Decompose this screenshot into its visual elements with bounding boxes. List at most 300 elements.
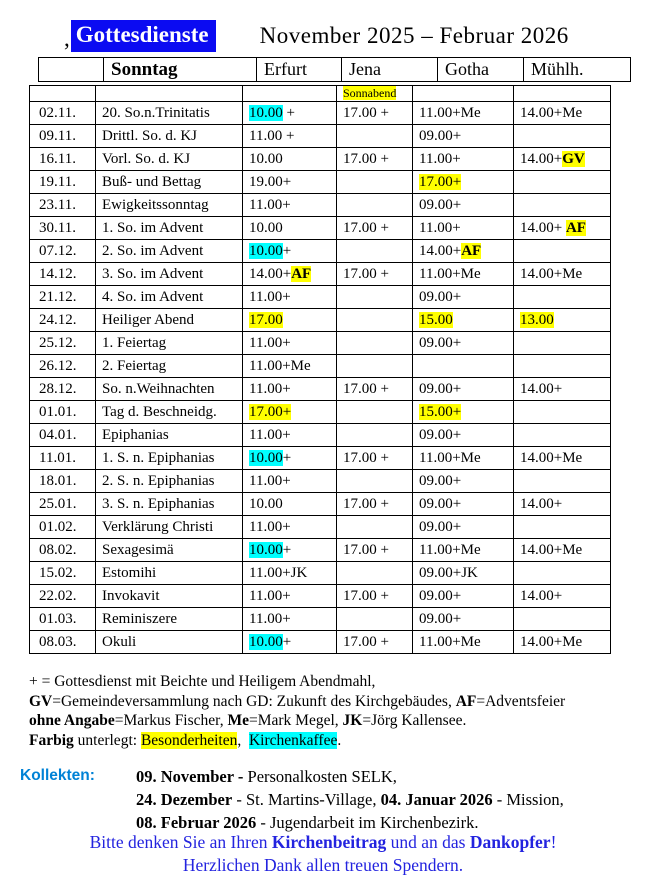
header-cell-muehlh: Mühlh. bbox=[523, 57, 631, 82]
sonnabend-label: Sonnabend bbox=[343, 86, 397, 100]
empty-cell bbox=[514, 86, 611, 102]
legend-line bbox=[29, 711, 565, 731]
text-segment: Herzlichen Dank allen treuen Spendern. bbox=[182, 855, 464, 875]
text-segment: 11.00+ bbox=[419, 150, 461, 167]
appeal-line bbox=[0, 831, 646, 854]
text-segment: 09.00+ bbox=[419, 288, 462, 305]
erfurt-time-cell bbox=[243, 102, 337, 125]
service-name-cell: 3. So. im Advent bbox=[96, 263, 243, 286]
date-cell: 16.11. bbox=[30, 148, 96, 171]
date-cell: 02.11. bbox=[30, 102, 96, 125]
gotha-time-cell bbox=[413, 125, 514, 148]
erfurt-time-cell bbox=[243, 125, 337, 148]
gotha-time-cell bbox=[413, 447, 514, 470]
text-segment: 08. Februar 2026 bbox=[136, 813, 257, 832]
table-row bbox=[30, 217, 611, 240]
jena-time-cell bbox=[337, 539, 413, 562]
text-segment: + = Gottesdienst mit Beichte und Heiligem Abendmahl, bbox=[29, 673, 376, 690]
page-title: Gottesdienste bbox=[71, 20, 216, 52]
text-segment: unterlegt: bbox=[73, 731, 141, 749]
erfurt-time-cell bbox=[243, 424, 337, 447]
muehlh-time-cell bbox=[514, 286, 611, 309]
jena-time-cell bbox=[337, 631, 413, 654]
gotha-time-cell bbox=[413, 470, 514, 493]
text-segment: 17.00 bbox=[249, 311, 283, 328]
table-row bbox=[30, 539, 611, 562]
text-segment: Farbig bbox=[29, 731, 74, 749]
service-name-cell: Invokavit bbox=[96, 585, 243, 608]
text-segment: 10.00 bbox=[249, 242, 283, 259]
table-row bbox=[30, 355, 611, 378]
text-segment: 04. Januar 2026 bbox=[380, 790, 493, 809]
table-row bbox=[30, 493, 611, 516]
text-segment: 17.00 + bbox=[343, 104, 389, 121]
jena-time-cell bbox=[337, 516, 413, 539]
service-name-cell: Epiphanias bbox=[96, 424, 243, 447]
kollekten-section bbox=[20, 765, 564, 834]
table-row bbox=[30, 447, 611, 470]
service-table bbox=[29, 85, 611, 654]
muehlh-time-cell bbox=[514, 355, 611, 378]
erfurt-time-cell bbox=[243, 171, 337, 194]
date-cell: 24.12. bbox=[30, 309, 96, 332]
service-name-cell: 2. S. n. Epiphanias bbox=[96, 470, 243, 493]
service-name-cell: 2. So. im Advent bbox=[96, 240, 243, 263]
service-name-cell: Sexagesimä bbox=[96, 539, 243, 562]
erfurt-time-cell bbox=[243, 493, 337, 516]
jena-time-cell bbox=[337, 424, 413, 447]
text-segment: 14.00+ bbox=[520, 219, 566, 236]
text-segment: - Mission, bbox=[492, 790, 564, 809]
text-segment: 17.00+ bbox=[249, 403, 292, 420]
text-segment: 17.00 + bbox=[343, 495, 389, 512]
gotha-time-cell bbox=[413, 240, 514, 263]
text-segment: 09.00+ bbox=[419, 495, 462, 512]
gotha-time-cell bbox=[413, 378, 514, 401]
text-segment: 14.00+Me bbox=[520, 449, 583, 466]
erfurt-time-cell bbox=[243, 309, 337, 332]
text-segment: - Jugendarbeit im Kirchenbezirk. bbox=[256, 813, 479, 832]
text-segment: + bbox=[282, 541, 292, 558]
gotha-time-cell bbox=[413, 263, 514, 286]
service-name-cell: So. n.Weihnachten bbox=[96, 378, 243, 401]
text-segment: 14.00+ bbox=[419, 242, 462, 259]
kollekten-line bbox=[136, 788, 564, 811]
muehlh-time-cell bbox=[514, 125, 611, 148]
text-segment: 10.00 bbox=[249, 219, 283, 236]
text-segment: 09.00+ bbox=[419, 587, 462, 604]
text-segment: 17.00+ bbox=[419, 173, 462, 190]
legend-line bbox=[29, 731, 565, 751]
text-segment: 17.00 + bbox=[343, 541, 389, 558]
text-segment: und an das bbox=[386, 832, 470, 852]
jena-time-cell bbox=[337, 286, 413, 309]
table-row bbox=[30, 401, 611, 424]
legend-line bbox=[29, 672, 565, 692]
service-name-cell: Estomihi bbox=[96, 562, 243, 585]
title-period: November 2025 – Februar 2026 bbox=[259, 23, 569, 48]
gotha-time-cell bbox=[413, 102, 514, 125]
table-row bbox=[30, 631, 611, 654]
gotha-time-cell bbox=[413, 562, 514, 585]
text-segment: 24. Dezember bbox=[136, 790, 233, 809]
appeal-line bbox=[0, 854, 646, 877]
jena-time-cell bbox=[337, 194, 413, 217]
text-segment: 09.00+ bbox=[419, 380, 462, 397]
text-segment: 11.00+Me bbox=[419, 541, 481, 558]
service-name-cell: 1. S. n. Epiphanias bbox=[96, 447, 243, 470]
text-segment: 10.00 bbox=[249, 150, 283, 167]
date-cell: 25.01. bbox=[30, 493, 96, 516]
text-segment: 11.00+Me bbox=[419, 104, 481, 121]
service-name-cell: Drittl. So. d. KJ bbox=[96, 125, 243, 148]
header-cell-erfurt: Erfurt bbox=[256, 57, 342, 82]
table-row bbox=[30, 286, 611, 309]
date-cell: 19.11. bbox=[30, 171, 96, 194]
jena-time-cell bbox=[337, 332, 413, 355]
date-cell: 25.12. bbox=[30, 332, 96, 355]
text-segment: 14.00+Me bbox=[520, 633, 583, 650]
service-name-cell: Vorl. So. d. KJ bbox=[96, 148, 243, 171]
service-name-cell: 20. So.n.Trinitatis bbox=[96, 102, 243, 125]
table-row bbox=[30, 585, 611, 608]
gotha-time-cell bbox=[413, 539, 514, 562]
text-segment: , bbox=[237, 731, 249, 749]
date-cell: 28.12. bbox=[30, 378, 96, 401]
text-segment: Besonderheiten bbox=[140, 731, 238, 749]
text-segment: 11.00+ bbox=[249, 380, 291, 397]
erfurt-time-cell bbox=[243, 470, 337, 493]
table-row bbox=[30, 125, 611, 148]
text-segment: 09.00+ bbox=[419, 334, 462, 351]
jena-time-cell bbox=[337, 470, 413, 493]
text-segment: Me bbox=[227, 712, 249, 729]
date-cell: 18.01. bbox=[30, 470, 96, 493]
empty-cell bbox=[413, 86, 514, 102]
service-name-cell: Okuli bbox=[96, 631, 243, 654]
erfurt-time-cell bbox=[243, 332, 337, 355]
service-name-cell: Heiliger Abend bbox=[96, 309, 243, 332]
text-segment: 10.00 bbox=[249, 495, 283, 512]
erfurt-time-cell bbox=[243, 562, 337, 585]
date-cell: 08.02. bbox=[30, 539, 96, 562]
text-segment: 11.00+ bbox=[249, 196, 291, 213]
table-row bbox=[30, 516, 611, 539]
service-name-cell: Tag d. Beschneidg. bbox=[96, 401, 243, 424]
gotha-time-cell bbox=[413, 332, 514, 355]
gotha-time-cell bbox=[413, 355, 514, 378]
table-row bbox=[30, 470, 611, 493]
gotha-time-cell bbox=[413, 148, 514, 171]
date-cell: 08.03. bbox=[30, 631, 96, 654]
muehlh-time-cell bbox=[514, 194, 611, 217]
jena-time-cell bbox=[337, 217, 413, 240]
erfurt-time-cell bbox=[243, 217, 337, 240]
muehlh-time-cell bbox=[514, 493, 611, 516]
text-segment: 11.00+Me bbox=[419, 449, 481, 466]
gotha-time-cell bbox=[413, 401, 514, 424]
text-segment: Kirchenbeitrag bbox=[271, 832, 387, 852]
jena-time-cell bbox=[337, 102, 413, 125]
jena-time-cell bbox=[337, 562, 413, 585]
text-segment: Bitte denken Sie an Ihren bbox=[89, 832, 272, 852]
date-cell: 04.01. bbox=[30, 424, 96, 447]
text-segment: 14.00+ bbox=[520, 380, 563, 397]
jena-time-cell bbox=[337, 493, 413, 516]
date-cell: 23.11. bbox=[30, 194, 96, 217]
erfurt-time-cell bbox=[243, 516, 337, 539]
erfurt-time-cell bbox=[243, 148, 337, 171]
date-cell: 01.03. bbox=[30, 608, 96, 631]
empty-cell bbox=[30, 86, 96, 102]
text-segment: 09.00+ bbox=[419, 127, 462, 144]
text-segment: . bbox=[337, 731, 342, 749]
table-row bbox=[30, 562, 611, 585]
erfurt-time-cell bbox=[243, 286, 337, 309]
gotha-time-cell bbox=[413, 217, 514, 240]
sonnabend-cell bbox=[337, 86, 413, 102]
table-row bbox=[30, 148, 611, 171]
text-segment: AF bbox=[291, 265, 312, 282]
table-row bbox=[30, 102, 611, 125]
jena-time-cell bbox=[337, 401, 413, 424]
gotha-time-cell bbox=[413, 493, 514, 516]
muehlh-time-cell bbox=[514, 240, 611, 263]
text-segment: 15.00+ bbox=[419, 403, 462, 420]
text-segment: 13.00 bbox=[520, 311, 554, 328]
table-row bbox=[30, 608, 611, 631]
muehlh-time-cell bbox=[514, 539, 611, 562]
muehlh-time-cell bbox=[514, 332, 611, 355]
muehlh-time-cell bbox=[514, 447, 611, 470]
gotha-time-cell bbox=[413, 585, 514, 608]
table-row bbox=[30, 378, 611, 401]
header-cell-empty bbox=[38, 57, 104, 82]
muehlh-time-cell bbox=[514, 309, 611, 332]
text-segment: 14.00+ bbox=[520, 587, 563, 604]
text-segment: 11.00+JK bbox=[249, 564, 308, 581]
text-segment: 14.00+ bbox=[520, 495, 563, 512]
text-segment: GV bbox=[29, 692, 53, 710]
text-segment: 17.00 + bbox=[343, 265, 389, 282]
text-segment: 11.00+ bbox=[249, 587, 291, 604]
muehlh-time-cell bbox=[514, 631, 611, 654]
date-cell: 15.02. bbox=[30, 562, 96, 585]
service-name-cell: Buß- und Bettag bbox=[96, 171, 243, 194]
text-segment: + bbox=[282, 633, 292, 650]
text-segment: 11.00+ bbox=[249, 518, 291, 535]
appeal-section bbox=[0, 831, 646, 877]
muehlh-time-cell bbox=[514, 263, 611, 286]
text-segment: 09.00+ bbox=[419, 196, 462, 213]
jena-time-cell bbox=[337, 125, 413, 148]
text-segment: 14.00+Me bbox=[520, 265, 583, 282]
text-segment: AF bbox=[565, 219, 586, 236]
text-segment: 10.00 bbox=[249, 633, 283, 650]
text-segment: Kirchenkaffee bbox=[248, 731, 338, 749]
text-segment: 10.00 bbox=[249, 449, 283, 466]
jena-time-cell bbox=[337, 355, 413, 378]
service-name-cell: 3. S. n. Epiphanias bbox=[96, 493, 243, 516]
text-segment: 14.00+ bbox=[249, 265, 292, 282]
header-cell-gotha: Gotha bbox=[437, 57, 524, 82]
text-segment: 17.00 + bbox=[343, 587, 389, 604]
text-segment: =Markus Fischer, bbox=[114, 712, 228, 729]
text-segment: =Adventsfeier bbox=[476, 692, 566, 710]
table-row bbox=[30, 332, 611, 355]
date-cell: 07.12. bbox=[30, 240, 96, 263]
date-cell: 09.11. bbox=[30, 125, 96, 148]
erfurt-time-cell bbox=[243, 378, 337, 401]
date-cell: 14.12. bbox=[30, 263, 96, 286]
jena-time-cell bbox=[337, 585, 413, 608]
text-segment: 14.00+Me bbox=[520, 104, 583, 121]
table-row bbox=[30, 171, 611, 194]
text-segment: 11.00 + bbox=[249, 127, 295, 144]
table-row bbox=[30, 424, 611, 447]
title-comma: , bbox=[64, 26, 70, 51]
jena-time-cell bbox=[337, 378, 413, 401]
muehlh-time-cell bbox=[514, 585, 611, 608]
empty-cell bbox=[96, 86, 243, 102]
gotha-time-cell bbox=[413, 286, 514, 309]
muehlh-time-cell bbox=[514, 562, 611, 585]
gotha-time-cell bbox=[413, 309, 514, 332]
date-cell: 30.11. bbox=[30, 217, 96, 240]
kollekten-label: Kollekten: bbox=[20, 767, 95, 784]
text-segment: ohne Angabe bbox=[29, 712, 115, 729]
text-segment: 11.00+ bbox=[249, 334, 291, 351]
table-header-row bbox=[38, 57, 631, 82]
erfurt-time-cell bbox=[243, 631, 337, 654]
jena-time-cell bbox=[337, 240, 413, 263]
muehlh-time-cell bbox=[514, 217, 611, 240]
text-segment: 17.00 + bbox=[343, 219, 389, 236]
text-segment: 10.00 bbox=[249, 541, 283, 558]
erfurt-time-cell bbox=[243, 539, 337, 562]
service-name-cell: 1. So. im Advent bbox=[96, 217, 243, 240]
text-segment: 11.00+ bbox=[249, 610, 291, 627]
date-cell: 11.01. bbox=[30, 447, 96, 470]
jena-time-cell bbox=[337, 309, 413, 332]
text-segment: 11.00+ bbox=[419, 219, 461, 236]
erfurt-time-cell bbox=[243, 585, 337, 608]
table-row bbox=[30, 263, 611, 286]
text-segment: 17.00 + bbox=[343, 380, 389, 397]
text-segment: 09.00+ bbox=[419, 426, 462, 443]
text-segment: Personalkosten SELK, bbox=[243, 767, 397, 786]
text-segment: 09.00+ bbox=[419, 472, 462, 489]
muehlh-time-cell bbox=[514, 608, 611, 631]
date-cell: 01.02. bbox=[30, 516, 96, 539]
text-segment: 15.00 bbox=[419, 311, 453, 328]
service-name-cell: Reminiszere bbox=[96, 608, 243, 631]
text-segment: GV bbox=[562, 150, 585, 167]
text-segment: AF bbox=[455, 692, 477, 710]
service-name-cell: 2. Feiertag bbox=[96, 355, 243, 378]
text-segment: 11.00+ bbox=[249, 426, 291, 443]
erfurt-time-cell bbox=[243, 355, 337, 378]
service-name-cell: 4. So. im Advent bbox=[96, 286, 243, 309]
gotha-time-cell bbox=[413, 171, 514, 194]
text-segment: + bbox=[282, 449, 292, 466]
service-table-body bbox=[30, 86, 611, 654]
jena-time-cell bbox=[337, 447, 413, 470]
text-segment: =Jörg Kallensee. bbox=[362, 712, 467, 729]
text-segment: 11.00+Me bbox=[419, 265, 481, 282]
text-segment: 17.00 + bbox=[343, 150, 389, 167]
kollekten-lines bbox=[136, 765, 564, 834]
text-segment: AF bbox=[461, 242, 482, 259]
jena-time-cell bbox=[337, 148, 413, 171]
gotha-time-cell bbox=[413, 424, 514, 447]
muehlh-time-cell bbox=[514, 401, 611, 424]
muehlh-time-cell bbox=[514, 516, 611, 539]
text-segment: JK bbox=[342, 712, 363, 729]
text-segment: 09. November - bbox=[136, 767, 244, 786]
text-segment: 14.00+ bbox=[520, 150, 563, 167]
muehlh-time-cell bbox=[514, 470, 611, 493]
erfurt-time-cell bbox=[243, 240, 337, 263]
text-segment: 09.00+ bbox=[419, 610, 462, 627]
muehlh-time-cell bbox=[514, 102, 611, 125]
text-segment: 11.00+ bbox=[249, 472, 291, 489]
text-segment: =Gemeindeversammlung nach GD: Zukunft des Kirchgebäudes, bbox=[52, 692, 456, 710]
text-segment: + bbox=[282, 104, 295, 121]
service-name-cell: 1. Feiertag bbox=[96, 332, 243, 355]
jena-time-cell bbox=[337, 263, 413, 286]
legend-line bbox=[29, 692, 565, 712]
service-name-cell: Verklärung Christi bbox=[96, 516, 243, 539]
muehlh-time-cell bbox=[514, 378, 611, 401]
header-cell-sonntag: Sonntag bbox=[103, 57, 257, 82]
date-cell: 01.01. bbox=[30, 401, 96, 424]
date-cell: 26.12. bbox=[30, 355, 96, 378]
text-segment: 11.00+Me bbox=[249, 357, 311, 374]
text-segment: 09.00+JK bbox=[419, 564, 478, 581]
gotha-time-cell bbox=[413, 608, 514, 631]
service-name-cell: Ewigkeitssonntag bbox=[96, 194, 243, 217]
kollekten-line bbox=[136, 765, 564, 788]
table-row bbox=[30, 194, 611, 217]
muehlh-time-cell bbox=[514, 424, 611, 447]
erfurt-time-cell bbox=[243, 447, 337, 470]
erfurt-time-cell bbox=[243, 401, 337, 424]
erfurt-time-cell bbox=[243, 194, 337, 217]
text-segment: + bbox=[282, 242, 292, 259]
title-line bbox=[64, 20, 569, 52]
text-segment: 14.00+Me bbox=[520, 541, 583, 558]
erfurt-time-cell bbox=[243, 263, 337, 286]
empty-cell bbox=[243, 86, 337, 102]
text-segment: ! bbox=[550, 832, 557, 852]
table-row bbox=[30, 309, 611, 332]
date-cell: 22.02. bbox=[30, 585, 96, 608]
text-segment: 09.00+ bbox=[419, 518, 462, 535]
muehlh-time-cell bbox=[514, 171, 611, 194]
table-row bbox=[30, 240, 611, 263]
jena-time-cell bbox=[337, 171, 413, 194]
text-segment: 17.00 + bbox=[343, 633, 389, 650]
legend bbox=[29, 672, 565, 750]
text-segment: Dankopfer bbox=[469, 832, 551, 852]
erfurt-time-cell bbox=[243, 608, 337, 631]
date-cell: 21.12. bbox=[30, 286, 96, 309]
header-cell-jena: Jena bbox=[341, 57, 438, 82]
gotha-time-cell bbox=[413, 516, 514, 539]
jena-time-cell bbox=[337, 608, 413, 631]
muehlh-time-cell bbox=[514, 148, 611, 171]
